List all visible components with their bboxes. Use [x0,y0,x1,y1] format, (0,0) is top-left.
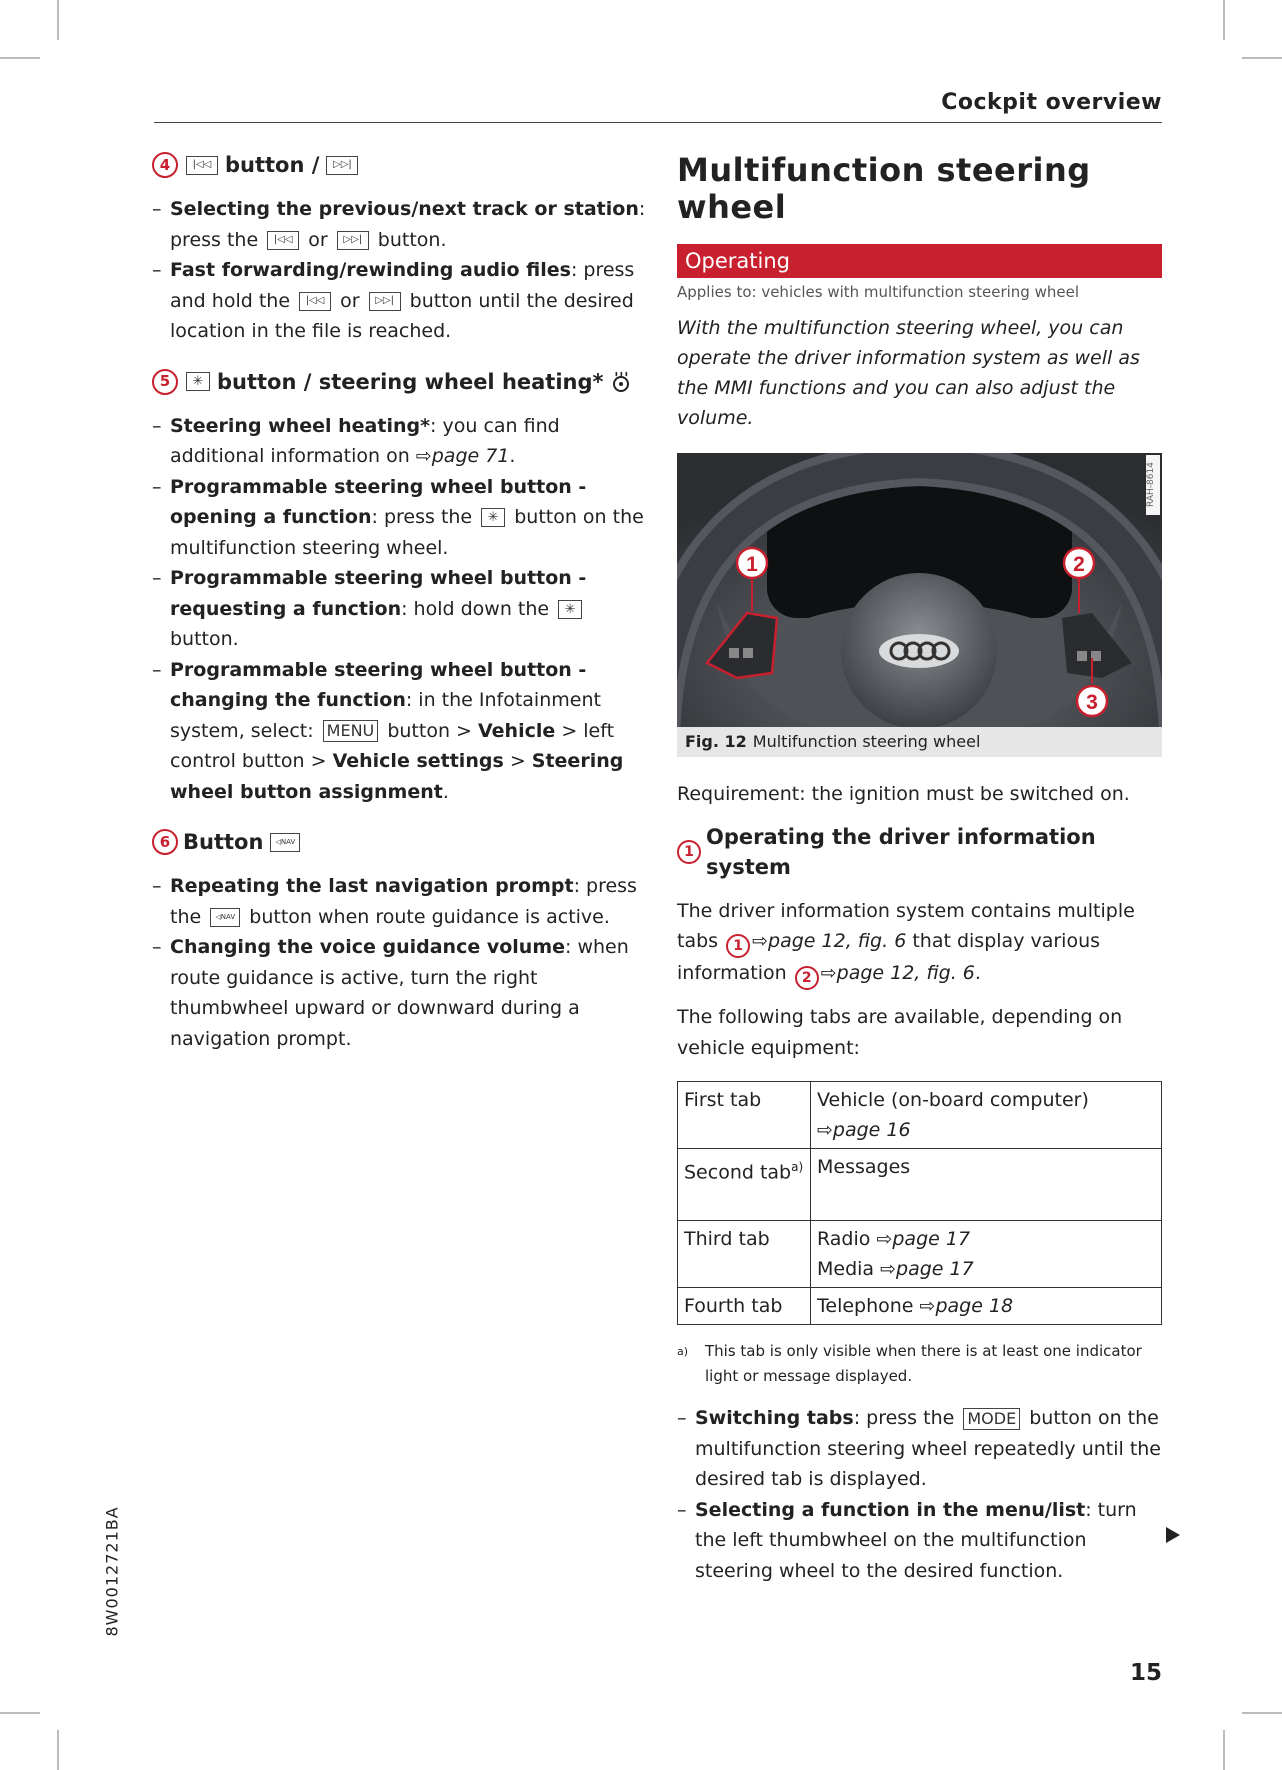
section-title: Multifunction steering wheel [677,151,1091,226]
crop-mark [0,1712,40,1714]
list-item: – Selecting the previous/next track or station: press the |◁◁ or ▷▷| button. [152,194,648,255]
crop-mark [1223,0,1225,40]
requirement-text: Requirement: the ignition must be switched on. [677,783,1130,805]
tabs-intro: The following tabs are available, depending on vehicle equipment: [677,1006,1123,1059]
figure-callout: 2 [1073,553,1085,576]
applies-note: Applies to: vehicles with multifunction steering wheel [677,283,1079,301]
prev-track-key-icon: |◁◁ [267,231,299,250]
right-column [677,140,1162,1586]
list-item: – Selecting a function in the menu/list: turn the left thumbwheel on the multifunction steering wheel to the desired function. [677,1495,1162,1587]
heading-text: button / steering wheel heating* [217,369,604,394]
table-row: Third tab Radio ⇨page 17 Media ⇨page 17 [678,1221,1162,1288]
callout-number: 4 [152,152,178,178]
continue-arrow-icon [1166,1527,1180,1543]
footnote-text: This tab is only visible when there is at least one indicator light or message displayed. [705,1342,1142,1386]
section-4-list [152,194,648,347]
subsection-bar: Operating [677,244,1162,278]
prev-track-key-icon: |◁◁ [299,292,331,311]
heading-text: Operating the driver information system [706,824,1096,879]
list-item: – Changing the voice guidance volume: when route guidance is active, turn the right thumbwheel upward or downward during a navigation prompt. [152,932,648,1054]
list-item: – Switching tabs: press the MODE button on the multifunction steering wheel repeatedly until the desired tab is displayed. [677,1403,1162,1495]
nav-key-icon: ◁NAV [210,908,240,927]
page-number: 15 [1129,1660,1162,1686]
list-item: – Repeating the last navigation prompt: press the ◁NAV button when route guidance is active. [152,871,648,932]
tabs-table [677,1081,1162,1325]
asterisk-key-icon: ✳ [186,372,210,391]
asterisk-key-icon: ✳ [481,508,505,527]
arrow-icon: ⇨ [415,445,432,467]
crop-mark [0,57,40,59]
document-code: 8W0012721BA [102,1506,122,1637]
next-track-key-icon: ▷▷| [326,156,358,175]
left-column [152,140,648,1054]
footnote [677,1339,1162,1389]
crop-mark [1242,1712,1282,1714]
heading-text: button / [225,153,320,177]
subsection-1-heading [677,822,1162,882]
arrow-icon: ⇨ [880,1258,897,1281]
heading-text: Button [183,830,264,854]
table-row: First tab Vehicle (on-board computer) ⇨page 16 [678,1082,1162,1149]
crop-mark [1223,1730,1225,1770]
page-header [154,88,1162,123]
footnote-marker: a) [791,1160,804,1174]
table-row: Second tab$^{a)}$ Messages [678,1149,1162,1221]
asterisk-key-icon: ✳ [558,600,582,619]
list-item: – Steering wheel heating*: you can find additional information on ⇨page 71. [152,411,648,472]
intro-text: With the multifunction steering wheel, you can operate the driver information system as well as the MMI functions and you can also adjust the volume. [677,317,1140,429]
figure-callout: 3 [1086,691,1098,714]
figure-code: RAH-8614 [1146,455,1160,515]
page-reference: page 12, fig. 6 [836,962,975,984]
section-4-heading [152,150,648,180]
callout-number: 6 [152,829,178,855]
arrow-icon: ⇨ [876,1228,893,1251]
figure-callout: 1 [746,553,758,576]
callout-number: 5 [152,369,178,395]
list-item: – Fast forwarding/rewinding audio files: press and hold the |◁◁ or ▷▷| button until the desired location in the file is reached. [152,255,648,347]
section-6-list [152,871,648,1054]
usage-list [677,1403,1162,1586]
table-row: Fourth tab Telephone ⇨page 18 [678,1288,1162,1325]
steering-wheel-illustration [677,453,1162,727]
footnote-marker: a) [677,1345,689,1359]
header-title: Cockpit overview [941,90,1162,115]
callout-number: 1 [726,934,750,958]
prev-track-key-icon: |◁◁ [186,156,218,175]
crop-mark [57,0,59,40]
arrow-icon: ⇨ [820,962,837,984]
page-reference: page 71 [431,445,510,467]
section-5-heading [152,367,648,397]
crop-mark [57,1730,59,1770]
nav-key-icon: ◁NAV [270,833,300,852]
arrow-icon: ⇨ [919,1295,936,1318]
next-track-key-icon: ▷▷| [337,231,369,250]
next-track-key-icon: ▷▷| [369,292,401,311]
menu-key-label: MENU [323,720,379,742]
callout-number: 2 [795,966,819,990]
arrow-icon: ⇨ [817,1119,833,1141]
steering-wheel-figure [677,453,1162,727]
steering-wheel-heating-icon [610,371,632,393]
list-item: – Programmable steering wheel button - requesting a function: hold down the ✳ button. [152,563,648,655]
section-5-list [152,411,648,808]
tabs-description: The driver information system contains multiple tabs 1 ⇨page 12, fig. 6 that display various information 2 ⇨page 12, fig. 6. [677,896,1162,991]
arrow-icon: ⇨ [752,930,769,952]
list-item: – Programmable steering wheel button - opening a function: press the ✳ button on the multifunction steering wheel. [152,472,648,564]
section-6-heading [152,827,648,857]
figure-caption: Fig. 12 Multifunction steering wheel [677,727,1162,757]
mode-key-label: MODE [963,1408,1020,1430]
list-item: – Programmable steering wheel button - changing the function: in the Infotainment system, select: MENU button > Vehicle > left control button > Vehicle settings > Steering wheel button assignment. [152,655,648,808]
crop-mark [1242,57,1282,59]
callout-number: 1 [677,840,701,864]
page-reference: page 12, fig. 6 [768,930,907,952]
